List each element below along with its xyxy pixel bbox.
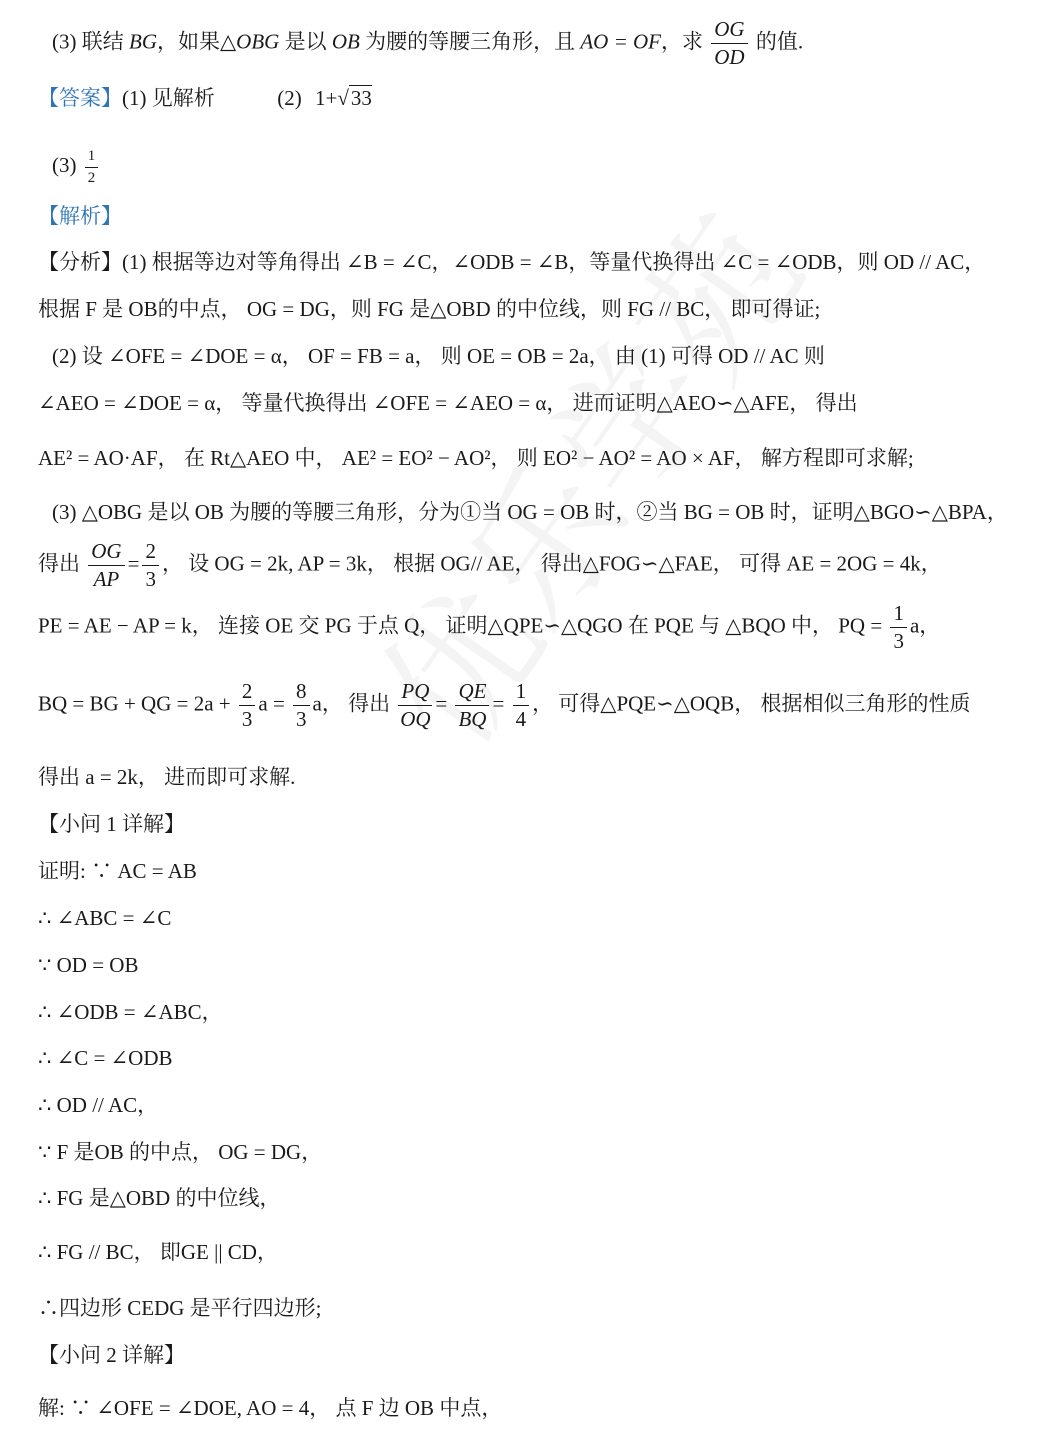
question-3: (3) 联结 BG，如果△OBG 是以 OB 为腰的等腰三角形，且 AO = OF，求 $\frac{OG}{OD}$ 的值.	[52, 17, 804, 70]
sub1-title: 【小问 1 详解】	[38, 812, 185, 836]
analysis-line-6: (3) △OBG 是以 OB 为腰的等腰三角形，分为①当 OG = OB 时，②当 BG = OB 时，证明△BGO∽△BPA，	[52, 500, 1008, 524]
sub2-line-1: 解: ∵ ∠OFE = ∠DOE, AO = 4， 点 F 边 OB 中点，	[38, 1396, 503, 1420]
analysis-line-4: ∠AEO = ∠DOE = α， 等量代换得出 ∠OFE = ∠AEO = α， 进而证明△AEO∽△AFE， 得出	[38, 391, 858, 415]
sub1-line-10: ∴四边形 CEDG 是平行四边形;	[38, 1296, 322, 1320]
answer-part-3: (3) $\frac{1}{2}$	[52, 148, 101, 186]
analysis-line-2: 根据 F 是 OB的中点， OG = DG，则 FG 是△OBD 的中位线，则 FG // BC， 即可得证;	[38, 297, 821, 321]
analysis-line-9: BQ = BG + QG = 2a + $\frac{2}{3}$ a = $\frac{8}{3}$ a， 得出 $\frac{PQ}{OQ}$ = $\frac{QE}{BQ}$ = $\frac{1}{4}$ ， 可得△PQE∽△OQB， 根据相似三角形的性质	[38, 679, 971, 732]
sub1-line-4: ∴ ∠ODB = ∠ABC，	[38, 1000, 223, 1024]
sub1-line-5: ∴ ∠C = ∠ODB	[38, 1046, 173, 1070]
analysis-line-10: 得出 a = 2k， 进而即可求解.	[38, 765, 296, 789]
sub1-line-6: ∴ OD // AC，	[38, 1093, 159, 1117]
sub2-title: 【小问 2 详解】	[38, 1343, 185, 1367]
jiexi-heading: 【解析】	[38, 204, 122, 228]
analysis-line-7: 得出 $\frac{OG}{AP}$ = $\frac{2}{3}$ ， 设 OG = 2k, AP = 3k， 根据 OG// AE， 得出△FOG∽△FAE， 可得 AE = 2OG = 4k，	[38, 539, 942, 592]
sub1-line-8: ∴ FG 是△OBD 的中位线，	[38, 1186, 281, 1210]
sub1-line-7: ∵ F 是OB 的中点， OG = DG，	[38, 1140, 323, 1164]
sub1-line-9: ∴ FG // BC， 即GE || CD，	[38, 1240, 278, 1264]
analysis-line-3: (2) 设 ∠OFE = ∠DOE = α， OF = FB = a， 则 OE = OB = 2a， 由 (1) 可得 OD // AC 则	[52, 344, 825, 368]
analysis-line-8: PE = AE − AP = k， 连接 OE 交 PG 于点 Q， 证明△QPE∽△QGO 在 PQE 与 △BQO 中， PQ = $\frac{1}{3}$ a，	[38, 601, 941, 654]
sub1-line-1: 证明: ∵ AC = AB	[38, 859, 197, 883]
sub1-line-2: ∴ ∠ABC = ∠C	[38, 906, 172, 930]
fraction-half: $\frac{1}{2}$	[85, 148, 99, 186]
fraction-og-od: $\frac{OG}{OD}$	[711, 18, 747, 69]
sub1-line-3: ∵ OD = OB	[38, 953, 139, 977]
analysis-line-1: 【分析】(1) 根据等边对等角得出 ∠B = ∠C，∠ODB = ∠B，等量代换得出 ∠C = ∠ODB，则 OD // AC，	[38, 250, 986, 274]
answer-line: 【答案】(1) 见解析 (2) 1+√33	[38, 86, 372, 110]
analysis-line-5: AE² = AO·AF， 在 Rt△AEO 中， AE² = EO² − AO²， 则 EO² − AO² = AO × AF， 解方程即可求解;	[38, 446, 914, 470]
